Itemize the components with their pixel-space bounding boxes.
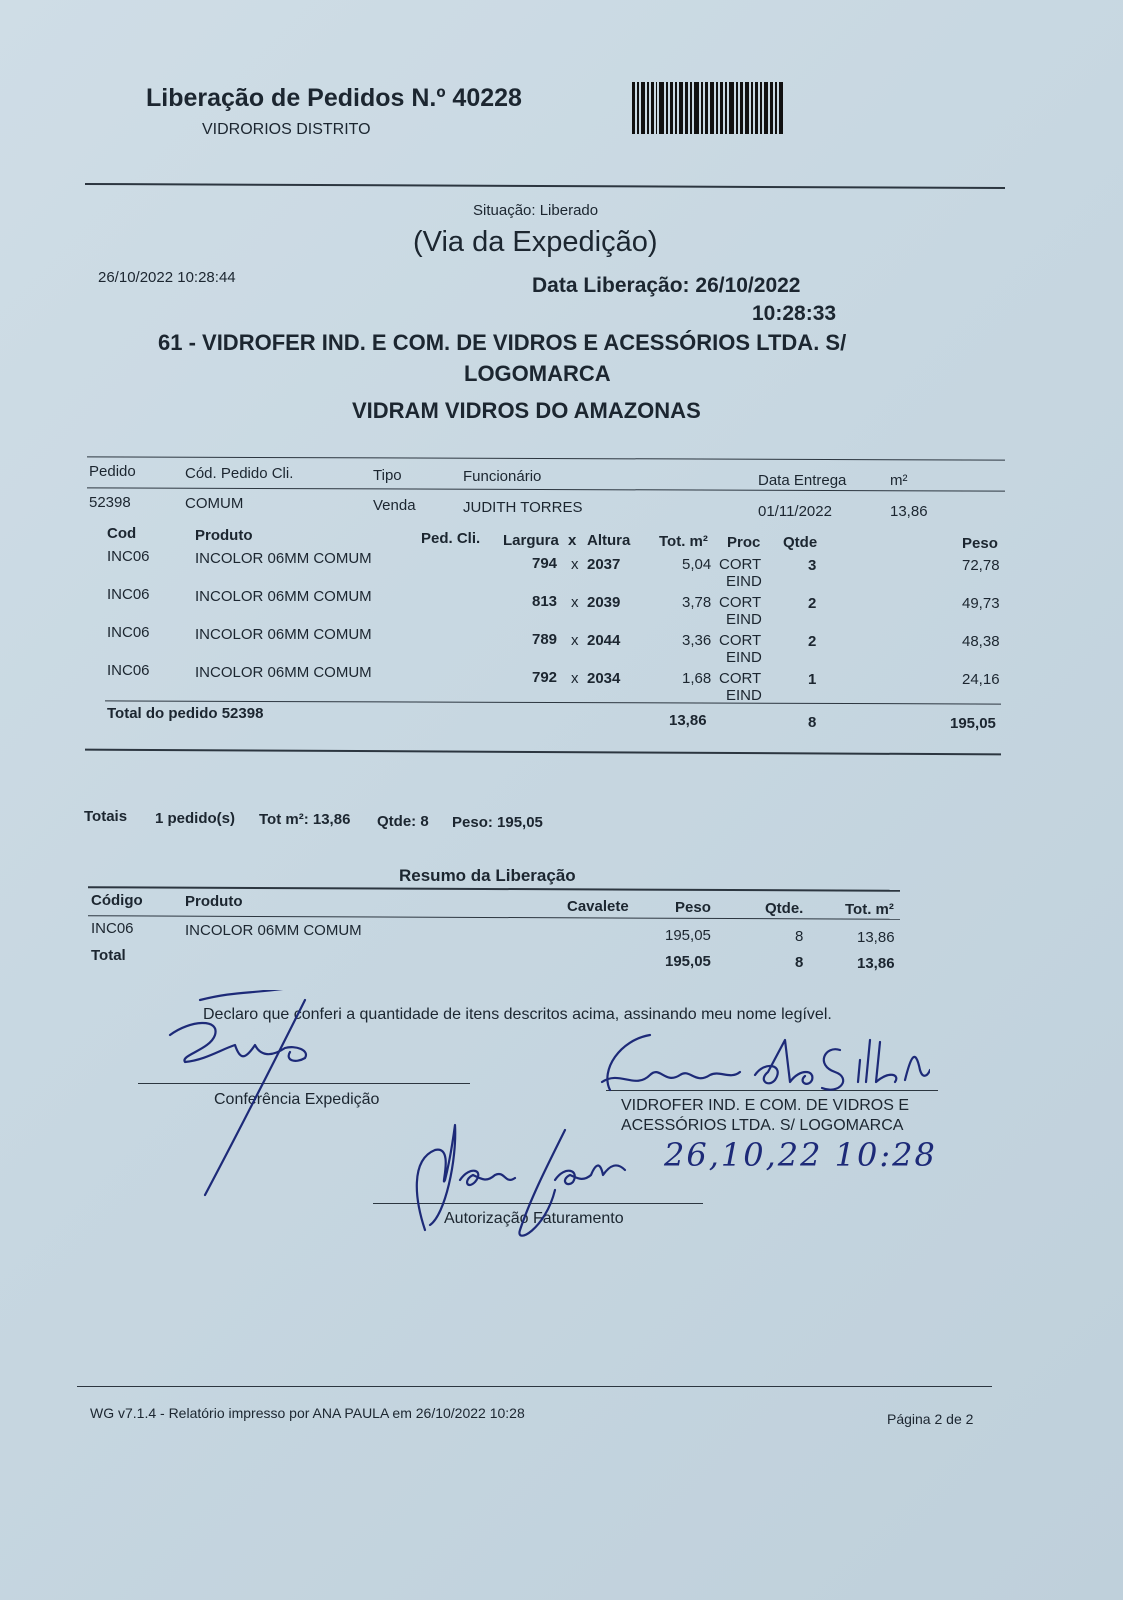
order-header-cod-pedido-cli: Cód. Pedido Cli.	[185, 465, 294, 482]
resumo-header-codigo: Código	[91, 892, 143, 909]
resumo-row-codigo: INC06	[91, 920, 134, 937]
item-qtde: 2	[808, 633, 817, 650]
items-header-ped-cli: Ped. Cli.	[421, 530, 481, 547]
item-proc-cort: CORT	[719, 556, 762, 573]
totais-tot-m2: Tot m²: 13,86	[259, 811, 351, 828]
item-peso: 49,73	[962, 595, 1000, 612]
item-largura: 792	[532, 669, 558, 686]
item-tot-m2: 5,04	[682, 556, 712, 573]
company-sign-line2: ACESSÓRIOS LTDA. S/ LOGOMARCA	[621, 1117, 904, 1134]
resumo-header-produto: Produto	[185, 893, 243, 910]
footer-rule	[77, 1386, 992, 1387]
resumo-total-tot-m2: 13,86	[857, 955, 895, 972]
item-qtde: 3	[808, 557, 817, 574]
item-proc-eind: EIND	[726, 573, 762, 590]
item-largura: 789	[532, 631, 558, 648]
item-x: x	[571, 670, 579, 687]
resumo-total-qtde: 8	[795, 954, 804, 971]
order-total-label: Total do pedido 52398	[107, 705, 264, 722]
item-produto: INCOLOR 06MM COMUM	[195, 550, 372, 567]
conferencia-signature-image	[160, 990, 360, 1210]
item-x: x	[571, 632, 579, 649]
resumo-header-peso: Peso	[675, 899, 711, 916]
resumo-row-produto: INCOLOR 06MM COMUM	[185, 922, 362, 939]
item-proc-eind: EIND	[726, 611, 762, 628]
data-liberacao: Data Liberação: 26/10/2022	[532, 274, 801, 297]
items-header-peso: Peso	[962, 535, 998, 552]
resumo-row-qtde: 8	[795, 928, 804, 945]
conferencia-label: Conferência Expedição	[214, 1091, 380, 1108]
item-produto: INCOLOR 06MM COMUM	[195, 626, 372, 643]
item-tot-m2: 1,68	[682, 670, 712, 687]
item-x: x	[571, 594, 579, 611]
autorizacao-label: Autorização Faturamento	[444, 1210, 624, 1227]
status-situacao: Situação: Liberado	[473, 202, 599, 219]
item-cod: INC06	[107, 586, 150, 603]
totais-peso: Peso: 195,05	[452, 814, 543, 831]
via-label: (Via da Expedição)	[413, 226, 658, 258]
item-tot-m2: 3,36	[682, 632, 712, 649]
item-largura: 813	[532, 593, 558, 610]
item-altura: 2039	[587, 594, 621, 611]
item-largura: 794	[532, 555, 558, 572]
item-proc-eind: EIND	[726, 649, 762, 666]
company-sign-line1: VIDROFER IND. E COM. DE VIDROS E	[621, 1097, 910, 1114]
autorizacao-signature-image	[405, 1120, 635, 1250]
resumo-header-qtde: Qtde.	[765, 900, 804, 917]
order-header-funcionario: Funcionário	[463, 468, 542, 485]
resumo-total-label: Total	[91, 947, 126, 964]
resumo-header-tot-m2: Tot. m²	[845, 901, 894, 918]
footer-page-number: Página 2 de 2	[887, 1411, 974, 1427]
order-header-tipo: Tipo	[373, 467, 402, 484]
resumo-total-peso: 195,05	[665, 953, 711, 970]
items-bottom-rule	[85, 749, 1001, 756]
item-cod: INC06	[107, 548, 150, 565]
item-altura: 2044	[587, 632, 621, 649]
data-liberacao-time: 10:28:33	[752, 302, 837, 325]
item-x: x	[571, 556, 579, 573]
order-value-pedido: 52398	[89, 494, 131, 511]
items-header-qtde: Qtde	[783, 534, 818, 551]
barcode-image	[632, 82, 794, 134]
item-cod: INC06	[107, 662, 150, 679]
resumo-top-rule	[88, 886, 900, 892]
resumo-row-tot-m2: 13,86	[857, 929, 895, 946]
item-proc-cort: CORT	[719, 594, 762, 611]
item-proc-eind: EIND	[726, 687, 762, 704]
order-header-rule	[87, 487, 1005, 491]
item-peso: 48,38	[962, 633, 1000, 650]
items-header-x: x	[568, 532, 577, 549]
resumo-title: Resumo da Liberação	[399, 866, 576, 885]
item-qtde: 1	[808, 671, 817, 688]
totais-qtde: Qtde: 8	[377, 813, 429, 830]
items-total-rule	[105, 700, 1001, 704]
order-header-pedido: Pedido	[89, 463, 136, 480]
item-altura: 2037	[587, 556, 621, 573]
items-header-largura: Largura	[503, 532, 559, 549]
footer-printed-by: WG v7.1.4 - Relatório impresso por ANA PAULA em 26/10/2022 10:28	[90, 1405, 525, 1421]
item-produto: INCOLOR 06MM COMUM	[195, 664, 372, 681]
items-header-proc: Proc	[727, 534, 761, 551]
order-total-qtde: 8	[808, 714, 817, 731]
totais-pedidos: 1 pedido(s)	[155, 810, 236, 827]
item-peso: 24,16	[962, 671, 1000, 688]
handwritten-date: 26,10,22 10:28	[664, 1136, 937, 1174]
items-header-cod: Cod	[107, 525, 137, 542]
item-proc-cort: CORT	[719, 632, 762, 649]
resumo-row-peso: 195,05	[665, 927, 711, 944]
printed-datetime: 26/10/2022 10:28:44	[98, 269, 236, 286]
order-total-peso: 195,05	[950, 715, 996, 732]
client-name-line2: LOGOMARCA	[464, 361, 611, 386]
order-value-m2: 13,86	[890, 503, 928, 520]
items-header-tot-m2: Tot. m²	[659, 533, 708, 550]
item-cod: INC06	[107, 624, 150, 641]
order-total-tot-m2: 13,86	[669, 712, 707, 729]
items-header-produto: Produto	[195, 527, 253, 544]
company-signature-image	[590, 1030, 930, 1100]
order-value-data-entrega: 01/11/2022	[758, 503, 832, 520]
item-proc-cort: CORT	[719, 670, 762, 687]
order-table-top-rule	[87, 456, 1005, 460]
document-title: Liberação de Pedidos N.º 40228	[146, 84, 522, 112]
resumo-header-cavalete: Cavalete	[567, 898, 629, 915]
item-qtde: 2	[808, 595, 817, 612]
item-peso: 72,78	[962, 557, 1000, 574]
order-header-m2: m²	[890, 472, 908, 489]
order-value-cod-pedido-cli: COMUM	[185, 495, 244, 512]
item-altura: 2034	[587, 670, 621, 687]
items-header-altura: Altura	[587, 532, 631, 549]
issuer-company: VIDRORIOS DISTRITO	[202, 121, 371, 138]
order-header-data-entrega: Data Entrega	[758, 472, 847, 489]
item-produto: INCOLOR 06MM COMUM	[195, 588, 372, 605]
item-tot-m2: 3,78	[682, 594, 712, 611]
totais-label: Totais	[84, 808, 128, 825]
header-divider	[85, 183, 1005, 189]
order-value-funcionario: JUDITH TORRES	[463, 499, 583, 516]
client-trade-name: VIDRAM VIDROS DO AMAZONAS	[352, 398, 701, 423]
order-value-tipo: Venda	[373, 497, 416, 514]
client-name-line1: 61 - VIDROFER IND. E COM. DE VIDROS E ACESSÓRIOS LTDA. S/	[158, 330, 847, 355]
declaration-text: Declaro que conferi a quantidade de itens descritos acima, assinando meu nome legível.	[203, 1006, 832, 1023]
